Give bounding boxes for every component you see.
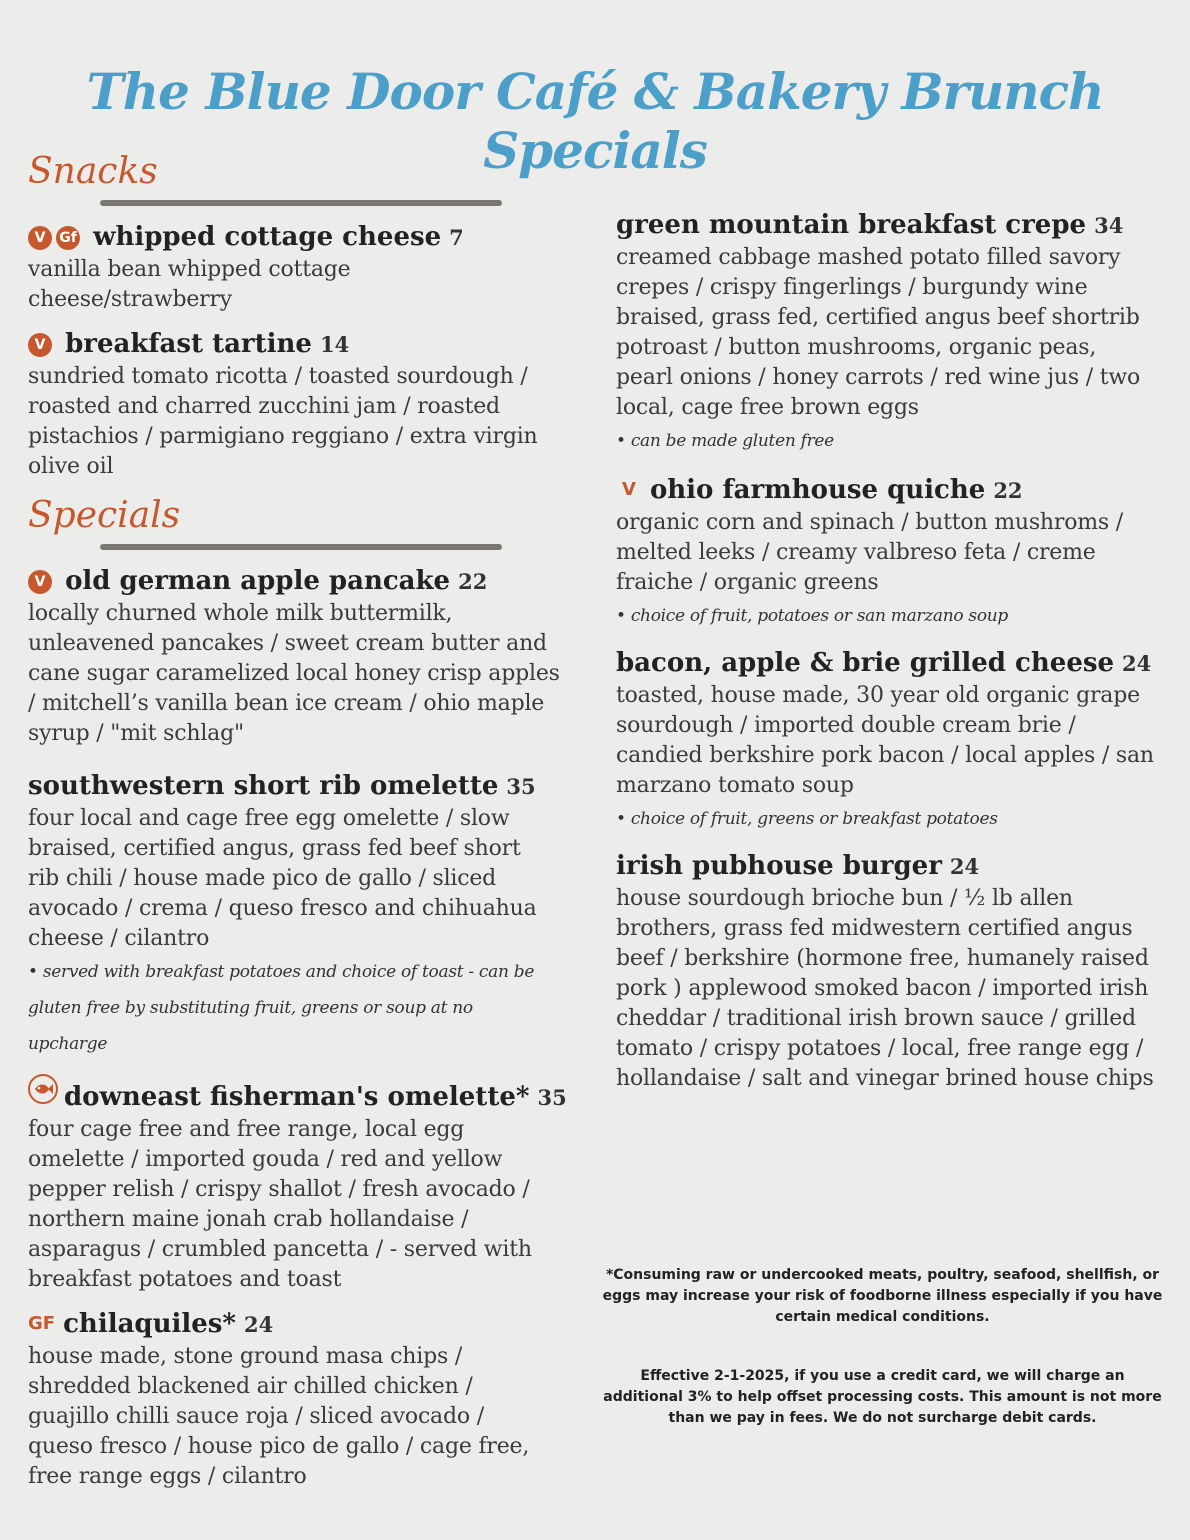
menu-item bbox=[616, 849, 1161, 1094]
item-name: green mountain breakfast crepe bbox=[616, 210, 1087, 240]
item-note: • can be made gluten free bbox=[616, 431, 834, 451]
item-note: • served with breakfast potatoes and choice of toast - can be gluten free by substituting fruit, greens or soup at no upcharge bbox=[28, 962, 535, 1054]
credit-card-surcharge-notice: Effective 2-1-2025, if you use a credit card, we will charge an additional 3% to help offset processing costs. This amount is not more than we pay in fees. We do not surcharge debit cards. bbox=[603, 1368, 1162, 1426]
menu-item bbox=[28, 1074, 568, 1295]
item-price: 34 bbox=[1094, 213, 1124, 238]
right-column bbox=[616, 208, 1161, 1106]
item-description: house made, stone ground masa chips / shredded blackened air chilled chicken / guajillo chilli sauce roja / sliced avocado / queso fresco / house pico de gallo / cage free, free range eggs / cilantro bbox=[28, 1344, 530, 1489]
menu-item bbox=[28, 220, 568, 315]
menu-item bbox=[28, 1307, 568, 1492]
item-note: • choice of fruit, greens or breakfast potatoes bbox=[616, 809, 998, 829]
item-name: bacon, apple & brie grilled cheese bbox=[616, 648, 1115, 678]
item-price: 22 bbox=[993, 478, 1023, 503]
gluten-free-icon: Gf bbox=[56, 226, 80, 250]
item-description: sundried tomato ricotta / toasted sourdough / roasted and charred zucchini jam / roasted pistachios / parmigiano reggiano / extra virgin olive oil bbox=[28, 364, 538, 479]
item-price: 24 bbox=[949, 854, 980, 879]
menu-item bbox=[28, 327, 568, 482]
item-description: house sourdough brioche bun / ½ lb allen brothers, grass fed midwestern certified angus beef / berkshire (hormone free, humanely raised pork ) applewood smoked bacon / imported irish cheddar / traditional irish brown sauce / grilled tomato / crispy potatoes / local, free range egg / hollandaise / salt and vinegar brined house chips bbox=[616, 886, 1154, 1091]
item-price: 7 bbox=[449, 225, 464, 250]
menu-title: The Blue Door Café & Bakery Brunch Specials bbox=[86, 62, 1104, 180]
fish-icon bbox=[28, 1074, 58, 1104]
item-description: four cage free and free range, local egg omelette / imported gouda / red and yellow pepper relish / crispy shallot / fresh avocado / northern maine jonah crab hollandaise / asparagus / crumbled pancetta / - served with breakfast potatoes and toast bbox=[28, 1117, 532, 1292]
item-description: locally churned whole milk buttermilk, unleavened pancakes / sweet cream butter and cane sugar caramelized local honey crisp apples / mitchell’s vanilla bean ice cream / ohio maple syrup / "mit schlag" bbox=[28, 601, 560, 746]
item-name: whipped cottage cheese bbox=[93, 222, 442, 252]
brush-divider bbox=[100, 200, 502, 206]
menu-item bbox=[616, 473, 1161, 634]
item-price: 24 bbox=[1122, 651, 1152, 676]
menu-item bbox=[28, 564, 568, 749]
vegetarian-icon: V bbox=[28, 333, 52, 357]
left-column bbox=[28, 150, 568, 1504]
vegetarian-icon: V bbox=[28, 570, 52, 594]
item-note: • choice of fruit, potatoes or san marzano soup bbox=[616, 606, 1008, 626]
item-name: irish pubhouse burger bbox=[616, 851, 942, 881]
item-price: 24 bbox=[244, 1312, 274, 1337]
menu-item bbox=[616, 646, 1161, 837]
item-description: vanilla bean whipped cottage cheese/strawberry bbox=[28, 257, 351, 312]
item-price: 22 bbox=[458, 569, 488, 594]
snacks-heading: Snacks bbox=[28, 151, 158, 192]
item-name: ohio farmhouse quiche bbox=[649, 475, 986, 505]
item-name: old german apple pancake bbox=[65, 566, 451, 596]
item-name: downeast fisherman's omelette* bbox=[64, 1082, 530, 1112]
item-name: breakfast tartine bbox=[65, 329, 312, 359]
food-safety-disclaimer: *Consuming raw or undercooked meats, poultry, seafood, shellfish, or eggs may increase your risk of foodborne illness especially if you have certain medical conditions. bbox=[602, 1267, 1163, 1325]
item-price: 35 bbox=[537, 1085, 567, 1110]
specials-heading: Specials bbox=[28, 495, 181, 536]
gluten-free-icon: GF bbox=[28, 1313, 56, 1334]
item-price: 14 bbox=[319, 332, 350, 357]
brush-divider bbox=[100, 544, 502, 550]
menu-item bbox=[28, 769, 568, 1062]
item-description: toasted, house made, 30 year old organic grape sourdough / imported double cream brie / candied berkshire pork bacon / local apples / san marzano tomato soup bbox=[616, 683, 1154, 798]
menu-item bbox=[616, 208, 1161, 459]
vegetarian-icon: V bbox=[622, 479, 636, 500]
item-name: southwestern short rib omelette bbox=[28, 771, 499, 801]
item-description: organic corn and spinach / button mushroms / melted leeks / creamy valbreso feta / creme fraiche / organic greens bbox=[616, 510, 1124, 595]
item-description: creamed cabbage mashed potato filled savory crepes / crispy fingerlings / burgundy wine braised, grass fed, certified angus beef shortrib potroast / button mushrooms, organic peas, pearl onions / honey carrots / red wine jus / two local, cage free brown eggs bbox=[616, 245, 1141, 420]
vegetarian-icon: V bbox=[28, 226, 52, 250]
item-price: 35 bbox=[506, 774, 536, 799]
item-name: chilaquiles* bbox=[63, 1309, 237, 1339]
item-description: four local and cage free egg omelette / slow braised, certified angus, grass fed beef short rib chili / house made pico de gallo / sliced avocado / crema / queso fresco and chihuahua cheese / cilantro bbox=[28, 806, 537, 951]
